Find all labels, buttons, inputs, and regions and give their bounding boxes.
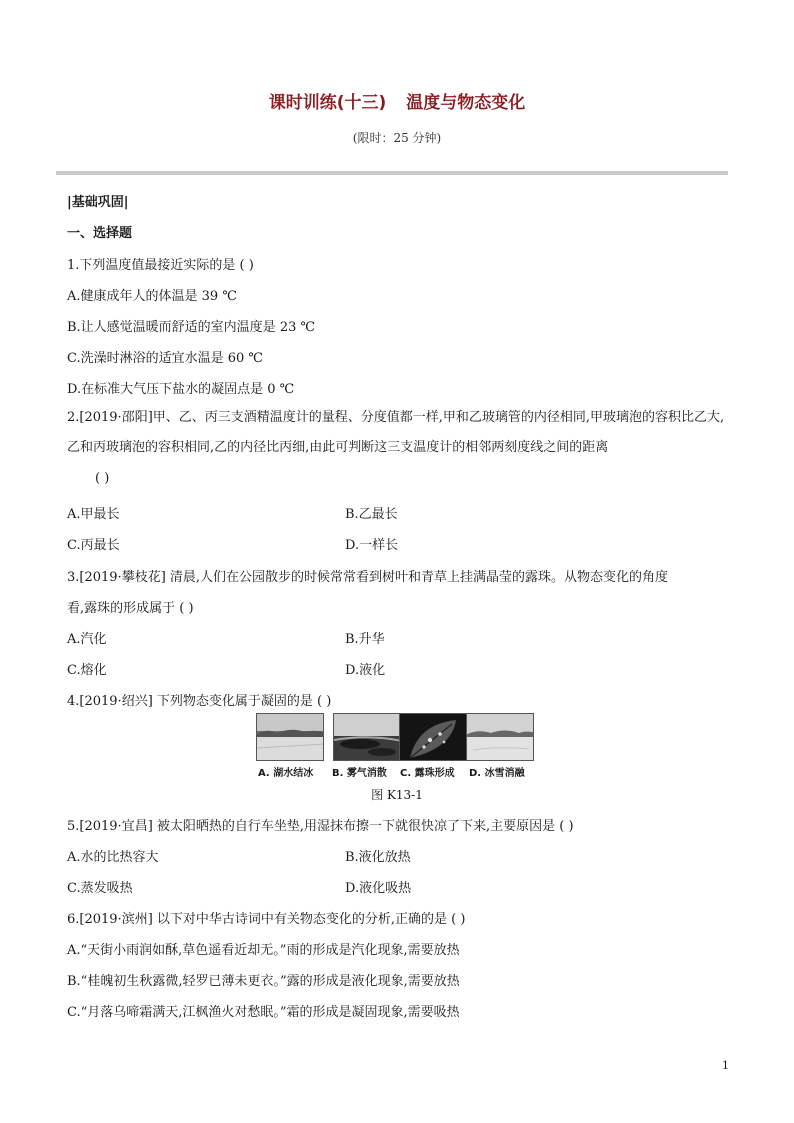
page-title: [0, 88, 794, 113]
caption-b: B. 雾气消散: [332, 768, 387, 779]
q3-option-b: B.升华: [345, 632, 385, 647]
q1-option-a: A.健康成年人的体温是 39 ℃: [67, 289, 237, 304]
section-basic: |基础巩固|: [67, 195, 129, 210]
lake-ice-photo: [256, 713, 324, 761]
q5-option-d: D.液化吸热: [345, 881, 412, 896]
section-choice: 一、选择题: [67, 226, 133, 241]
q6-option-a: A.“天街小雨润如酥,草色遥看近却无。”雨的形成是汽化现象,需要放热: [67, 943, 460, 958]
q6-stem: 6.[2019·滨州] 以下对中华古诗词中有关物态变化的分析,正确的是 ( ): [67, 912, 466, 927]
fog-dispersal-photo: [333, 713, 401, 761]
snow-melting-photo: [466, 713, 534, 761]
q3-option-d: D.液化: [345, 663, 386, 678]
caption-d: D. 冰雪消融: [469, 768, 525, 779]
q5-option-c: C.蒸发吸热: [67, 881, 133, 896]
q1-stem: 1.下列温度值最接近实际的是 ( ): [67, 258, 254, 273]
title-series: 课时训练(十三): [268, 93, 387, 113]
q2-option-b: B.乙最长: [345, 507, 398, 522]
q1-option-b: B.让人感觉温暖而舒适的室内温度是 23 ℃: [67, 320, 316, 335]
q2-option-d: D.一样长: [345, 538, 399, 553]
q4-figure: [256, 713, 541, 783]
q6-option-c: C.“月落乌啼霜满天,江枫渔火对愁眠。”霜的形成是凝固现象,需要吸热: [67, 1005, 460, 1020]
q3-option-a: A.汽化: [67, 632, 107, 647]
q2-stem: 2.[2019·邵阳]甲、乙、丙三支酒精温度计的量程、分度值都一样,甲和乙玻璃管的内径相同,甲玻璃泡的容积比乙大,乙和丙玻璃泡的容积相同,乙的内径比丙细,由此可判断这三支温度计的相邻两刻度线之间的距离: [67, 410, 725, 455]
dew-formation-photo: [399, 713, 467, 761]
q1-option-c: C.洗澡时淋浴的适宜水温是 60 ℃: [67, 351, 263, 366]
q5-option-a: A.水的比热容大: [67, 850, 159, 865]
q1-option-d: D.在标准大气压下盐水的凝固点是 0 ℃: [67, 382, 295, 397]
title-topic: 温度与物态变化: [406, 93, 526, 113]
q3-stem-line2: 看,露珠的形成属于 ( ): [67, 601, 194, 616]
q5-stem: 5.[2019·宜昌] 被太阳晒热的自行车坐垫,用湿抹布擦一下就很快凉了下来,主要原因是 ( ): [67, 819, 574, 834]
q5-option-b: B.液化放热: [345, 850, 411, 865]
caption-a: A. 湖水结冰: [258, 768, 314, 779]
q2-option-a: A.甲最长: [67, 507, 120, 522]
page-number: 1: [722, 1059, 729, 1072]
q4-stem: 4.[2019·绍兴] 下列物态变化属于凝固的是 ( ): [67, 694, 332, 709]
time-limit: (限时：25 分钟): [352, 131, 442, 145]
figure-label: 图 K13-1: [371, 788, 423, 802]
q3-option-c: C.熔化: [67, 663, 107, 678]
q2-answer-paren: ( ): [95, 471, 110, 486]
header-divider: [56, 171, 728, 175]
q3-stem-line1: 3.[2019·攀枝花] 清晨,人们在公园散步的时候常常看到树叶和青草上挂满晶莹的露珠。从物态变化的角度: [67, 570, 669, 585]
caption-c: C. 露珠形成: [400, 768, 455, 779]
q2-option-c: C.丙最长: [67, 538, 120, 553]
q6-option-b: B.“桂魄初生秋露微,轻罗已薄未更衣。”露的形成是液化现象,需要放热: [67, 974, 460, 989]
